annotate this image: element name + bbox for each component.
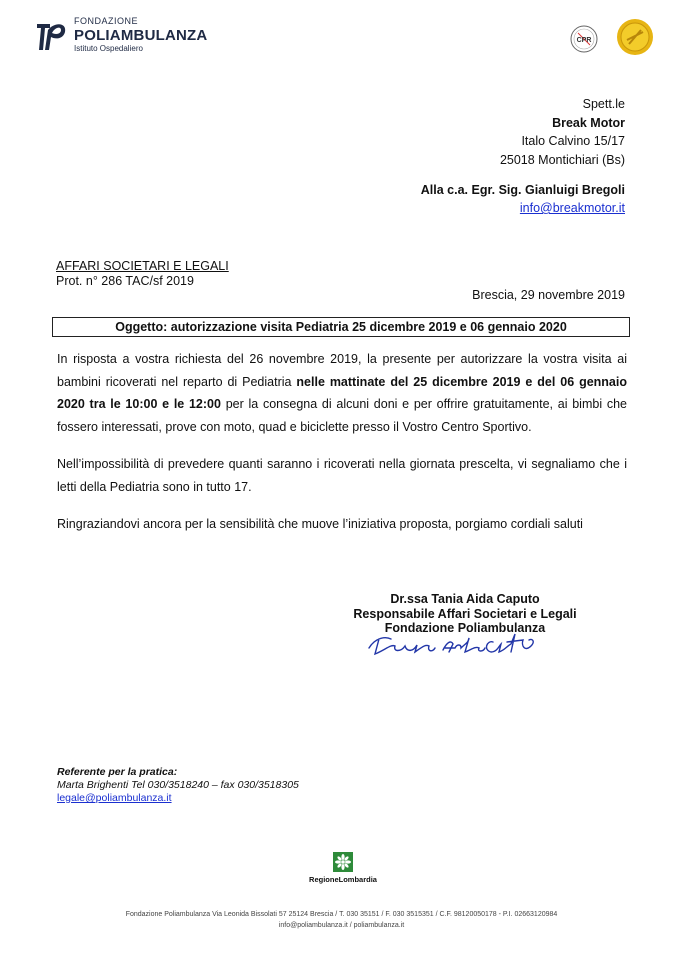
gold-seal-icon: [616, 18, 654, 56]
letter-date: Brescia, 29 novembre 2019: [472, 288, 625, 302]
recipient-address-line2: 25018 Montichiari (Bs): [499, 152, 625, 167]
poliambulanza-logo-icon: [34, 18, 68, 54]
footer-address: Fondazione Poliambulanza Via Leonida Bissolati 57 25124 Brescia / T. 030 35151 / F. 030 3515351 / C.F. 98120050178 - P.I. 02663120984: [125, 911, 558, 918]
letter-body: [57, 348, 627, 551]
logo-wordmark: [74, 17, 207, 53]
handwritten-signature: [365, 630, 540, 658]
contact-phone-fax: Marta Brighenti Tel 030/3518240 – fax 030/3518305: [57, 779, 299, 791]
contact-block: [57, 766, 299, 805]
subject-line: Oggetto: autorizzazione visita Pediatria 25 dicembre 2019 e 06 gennaio 2020: [52, 317, 630, 337]
recipient-address: [500, 95, 625, 169]
lombardy-rose-icon: [333, 852, 353, 872]
region-name: RegioneLombardia: [309, 875, 377, 884]
cpr-badge-icon: [569, 24, 599, 54]
body-paragraph-3: Ringraziandovi ancora per la sensibilità che muove l’iniziativa proposta, porgiamo cordiali saluti: [57, 517, 583, 531]
signatory-role: Responsabile Affari Societari e Legali: [353, 606, 577, 621]
recipient-company: Break Motor: [552, 115, 625, 130]
office-block: [56, 259, 229, 289]
footer-web: info@poliambulanza.it / poliambulanza.it: [278, 922, 405, 929]
contact-heading: Referente per la pratica:: [57, 766, 178, 778]
attention-block: [421, 181, 625, 217]
svg-text:CPR: CPR: [576, 37, 592, 44]
attention-line: Alla c.a. Egr. Sig. Gianluigi Bregoli: [420, 183, 625, 197]
signature-block: [340, 592, 590, 636]
recipient-greeting: Spett.le: [582, 97, 625, 111]
department-heading: AFFARI SOCIETARI E LEGALI: [56, 259, 229, 273]
body-paragraph-2: Nell’impossibilità di prevedere quanti saranno i ricoverati nella giornata prescelta, vi segnaliamo che i letti della Pediatria sono in tutto 17.: [57, 457, 627, 494]
contact-email-link[interactable]: legale@poliambulanza.it: [57, 792, 172, 804]
body-paragraph-1: In risposta a vostra richiesta del 26 novembre 2019, la presente per autorizzare la vostra visita ai bambini ricoverati nel reparto di Pediatria nelle mattinate del 25 dicembre 2019 e del 06 gennaio 2020 tra le 10:00 e le 12:00 per la consegna di alcuni doni e per offrire gratuitamente, ai bimbi che fossero interessati, prove con moto, quad e biciclette presso il Vostro Centro Sportivo.: [57, 352, 627, 434]
recipient-address-line1: Italo Calvino 15/17: [521, 134, 625, 148]
signatory-organization: Fondazione Poliambulanza: [384, 621, 546, 635]
page-footer: [0, 909, 683, 931]
logo-name: POLIAMBULANZA: [74, 27, 208, 44]
signatory-name: Dr.ssa Tania Aida Caputo: [390, 592, 540, 606]
protocol-number: Prot. n° 286 TAC/sf 2019: [56, 274, 194, 288]
logo-foundation: FONDAZIONE: [74, 16, 139, 26]
recipient-email-link[interactable]: info@breakmotor.it: [519, 201, 625, 215]
logo-subtitle: Istituto Ospedaliero: [74, 44, 143, 53]
